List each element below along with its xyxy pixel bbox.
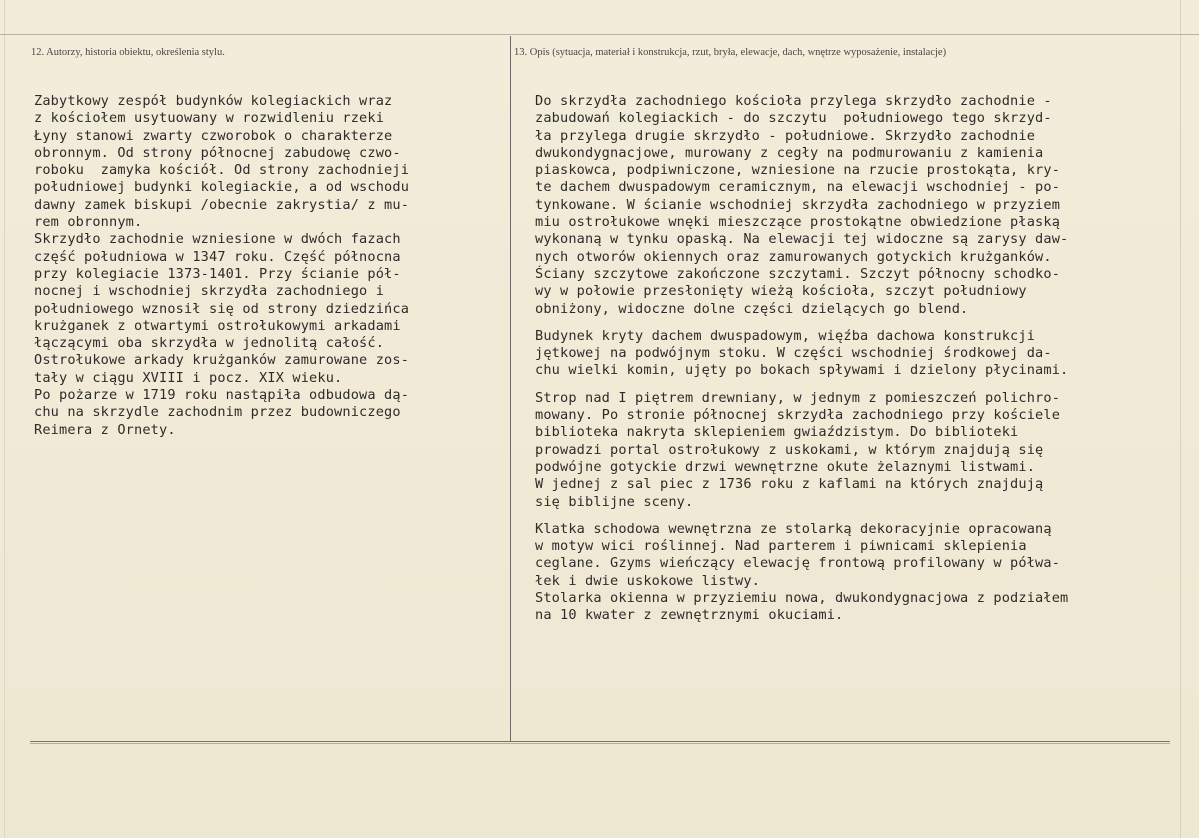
text-line: łączącymi oba skrzydła w jednolitą całość. (34, 335, 385, 352)
text-line: roboku zamyka kościół. Od strony zachodnieji (34, 162, 410, 179)
history-text-column (34, 93, 504, 449)
text-line: na 10 kwater z zewnętrznymi okuciami. (535, 607, 844, 624)
text-line: Klatka schodowa wewnętrzna ze stolarką dekoracyjnie opracowaną (535, 520, 1052, 537)
text-line: część południowa w 1347 roku. Część północna (34, 248, 401, 265)
text-line: się biblijne sceny. (535, 493, 694, 510)
bottom-rule-secondary (30, 743, 1170, 744)
text-line: wy w połowie przesłonięty wieżą kościoła, szczyt południowy (535, 283, 1027, 300)
description-text-column (535, 93, 1185, 635)
text-line: Stolarka okienna w przyziemiu nowa, dwukondygnacjowa z podziałem (535, 590, 1069, 607)
text-line: nocnej i wschodniej skrzydła zachodniego i (34, 283, 385, 300)
text-line: Skrzydło zachodnie wzniesione w dwóch fazach (34, 231, 401, 248)
text-line: Po pożarze w 1719 roku nastąpiła odbudowa dą- (34, 387, 410, 404)
text-line: te dachem dwuspadowym ceramicznym, na elewacji wschodniej - po- (535, 179, 1061, 196)
paragraph (535, 521, 1185, 625)
text-line: krużganek z otwartymi ostrołukowymi arkadami (34, 317, 401, 334)
column-divider (510, 36, 511, 742)
text-line: biblioteka nakryta sklepieniem gwiaździstym. Do biblioteki (535, 424, 1019, 441)
text-line: Ostrołukowe arkady krużganków zamurowane zos- (34, 352, 410, 369)
text-line: rem obronnym. (34, 214, 143, 231)
text-line: Ściany szczytowe zakończone szczytami. Szczyt północny schodko- (535, 265, 1061, 282)
paragraph (535, 328, 1185, 380)
bottom-rule (30, 741, 1170, 742)
text-line: podwójne gotyckie drzwi wewnętrzne okute żelaznymi listwami. (535, 458, 1036, 475)
section-12-heading: 12. Autorzy, historia obiektu, określenia stylu. (31, 47, 225, 58)
text-line: Reimera z Ornety. (34, 421, 176, 438)
text-line: Budynek kryty dachem dwuspadowym, więźba dachowa konstrukcji (535, 327, 1036, 344)
text-line: W jednej z sal piec z 1736 roku z kaflami na których znajdują (535, 476, 1044, 493)
text-line: dwukondygnacjowe, murowany z cegły na podmurowaniu z kamienia (535, 144, 1044, 161)
section-13-heading: 13. Opis (sytuacja, materiał i konstrukcja, rzut, bryła, elewacje, dach, wnętrze wyposażenie, instalacje) (514, 47, 947, 58)
text-line: Zabytkowy zespół budynków kolegiackich wraz (34, 93, 393, 109)
text-line: obronnym. Od strony północnej zabudowę czwo- (34, 144, 401, 161)
text-line: przy kolegiacie 1373-1401. Przy ścianie pół- (34, 265, 401, 282)
header-rule (0, 34, 1199, 35)
text-line: południowej budynki kolegiackie, a od wschodu (34, 179, 410, 196)
text-line: południowego wznosił się od strony dziedzińca (34, 300, 410, 317)
text-line: prowadzi portal ostrołukowy z uskokami, w którym znajdują się (535, 441, 1044, 458)
text-line: dawny zamek biskupi /obecnie zakrystia/ z mu- (34, 196, 410, 213)
text-line: jętkowej na podwójnym stoku. W części wschodniej środkowej da- (535, 345, 1052, 362)
paragraph (535, 93, 1185, 318)
text-line: ła przylega drugie skrzydło - południowe. Skrzydło zachodnie (535, 127, 1036, 144)
text-line: wykonaną w tynku opaską. Na elewacji tej widoczne są zarysy daw- (535, 231, 1069, 248)
text-line: Do skrzydła zachodniego kościoła przylega skrzydło zachodnie - (535, 93, 1052, 109)
text-line: chu na skrzydle zachodnim przez budowniczego (34, 404, 401, 421)
text-line: mowany. Po stronie północnej skrzydła zachodniego przy kościele (535, 407, 1061, 424)
paragraph (34, 93, 504, 439)
left-margin-rule (4, 0, 5, 838)
text-line: zabudowań kolegiackich - do szczytu południowego tego skrzyd- (535, 110, 1052, 127)
text-line: tynkowane. W ścianie wschodniej skrzydła zachodniego w przyziem (535, 196, 1061, 213)
paragraph (535, 390, 1185, 511)
text-line: ceglane. Gzyms wieńczący elewację frontową profilowany w półwa- (535, 555, 1061, 572)
text-line: z kościołem usytuowany w rozwidleniu rzeki (34, 110, 385, 127)
text-line: tały w ciągu XVIII i pocz. XIX wieku. (34, 369, 343, 386)
text-line: Łyny stanowi zwarty czworobok o charakterze (34, 127, 393, 144)
text-line: miu ostrołukowe wnęki mieszczące prostokątne obwiedzione płaską (535, 214, 1061, 231)
text-line: nych otworów okiennych oraz zamurowanych gotyckich krużganków. (535, 248, 1052, 265)
text-line: obniżony, widoczne dolne części dzielących go blend. (535, 300, 969, 317)
text-line: łek i dwie uskokowe listwy. (535, 572, 761, 589)
text-line: w motyw wici roślinnej. Nad parterem i piwnicami sklepienia (535, 538, 1027, 555)
text-line: piaskowca, podpiwniczone, wzniesione na rzucie prostokąta, kry- (535, 162, 1061, 179)
text-line: chu wielki komin, ujęty po bokach spływami i dzielony płycinami. (535, 362, 1069, 379)
text-line: Strop nad I piętrem drewniany, w jednym z pomieszczeń polichro- (535, 389, 1061, 406)
